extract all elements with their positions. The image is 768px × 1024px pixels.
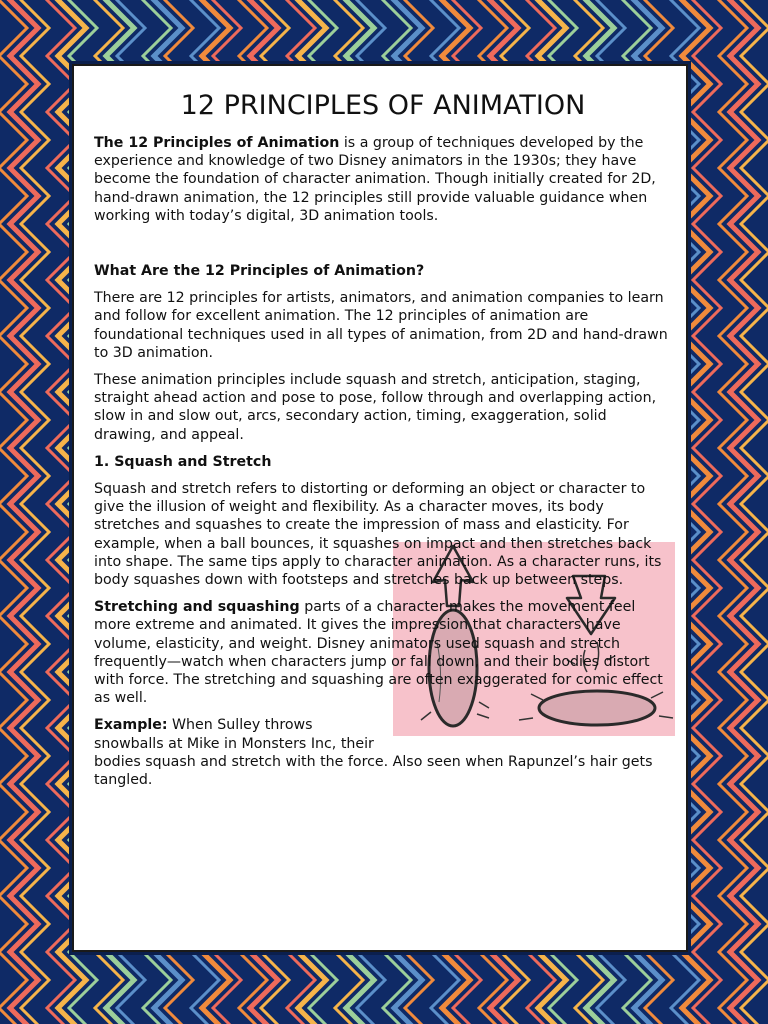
intro-text: is a group of techniques developed by the experience and knowledge of two Disney animators in the 1930s; they have become the foundation of character animation. Though initially created for 2D, hand-drawn animation, the 12 principles still provide valuable guidance when working with today’s digital, 3D animation tools. — [94, 135, 656, 224]
example-bold: Example: — [94, 717, 168, 734]
squash-heading: 1. Squash and Stretch — [94, 453, 272, 470]
example-text: When Sulley throws snowballs at Mike in Monsters Inc, their bodies squash and stretch with the force. Also seen when Rapunzel’s hair gets tangled. — [94, 717, 653, 789]
intro-bold: The 12 Principles of Animation — [94, 135, 340, 151]
what-paragraph-1: There are 12 principles for artists, animators, and animation companies to learn and follow for excellent animation. The 12 principles of animation are foundational techniques used in all types of animation, from 2D and hand-drawn to 3D animation. — [94, 290, 668, 361]
spacer — [94, 234, 672, 262]
squash-paragraph: Squash and stretch refers to distorting or deforming an object or character to give the illusion of weight and flexibility. As a character moves, its body stretches and squashes to create the impression of mass and elasticity. For example, when a ball bounces, it squashes on impact and then stretches back into shape. The same tips apply to character animation. As a character runs, its body squashes down with footsteps and stretches back up between steps. — [94, 481, 662, 589]
what-heading: What Are the 12 Principles of Animation? — [94, 263, 425, 280]
squashed-ball — [539, 691, 655, 725]
page-title: 12 PRINCIPLES OF ANIMATION — [180, 90, 586, 121]
intro-paragraph — [94, 134, 672, 225]
document-content — [94, 88, 672, 798]
what-paragraph-2: These animation principles include squash and stretch, anticipation, staging, straight ahead action and pose to pose, follow through and overlapping action, slow in and slow out, arcs, secondary action, timing, exaggeration, solid drawing, and appeal. — [94, 372, 657, 443]
stretching-bold: Stretching and squashing — [94, 599, 300, 616]
document-card — [72, 64, 688, 952]
stretching-text: parts of a character makes the movement feel more extreme and animated. It gives the impression that characters have volume, elasticity, and weight. Disney animators used squash and stretch frequently—watch when characters jump or fall down, and their bodies distort with force. The stretching and squashing are often exaggerated for comic effect as well. — [94, 599, 663, 707]
